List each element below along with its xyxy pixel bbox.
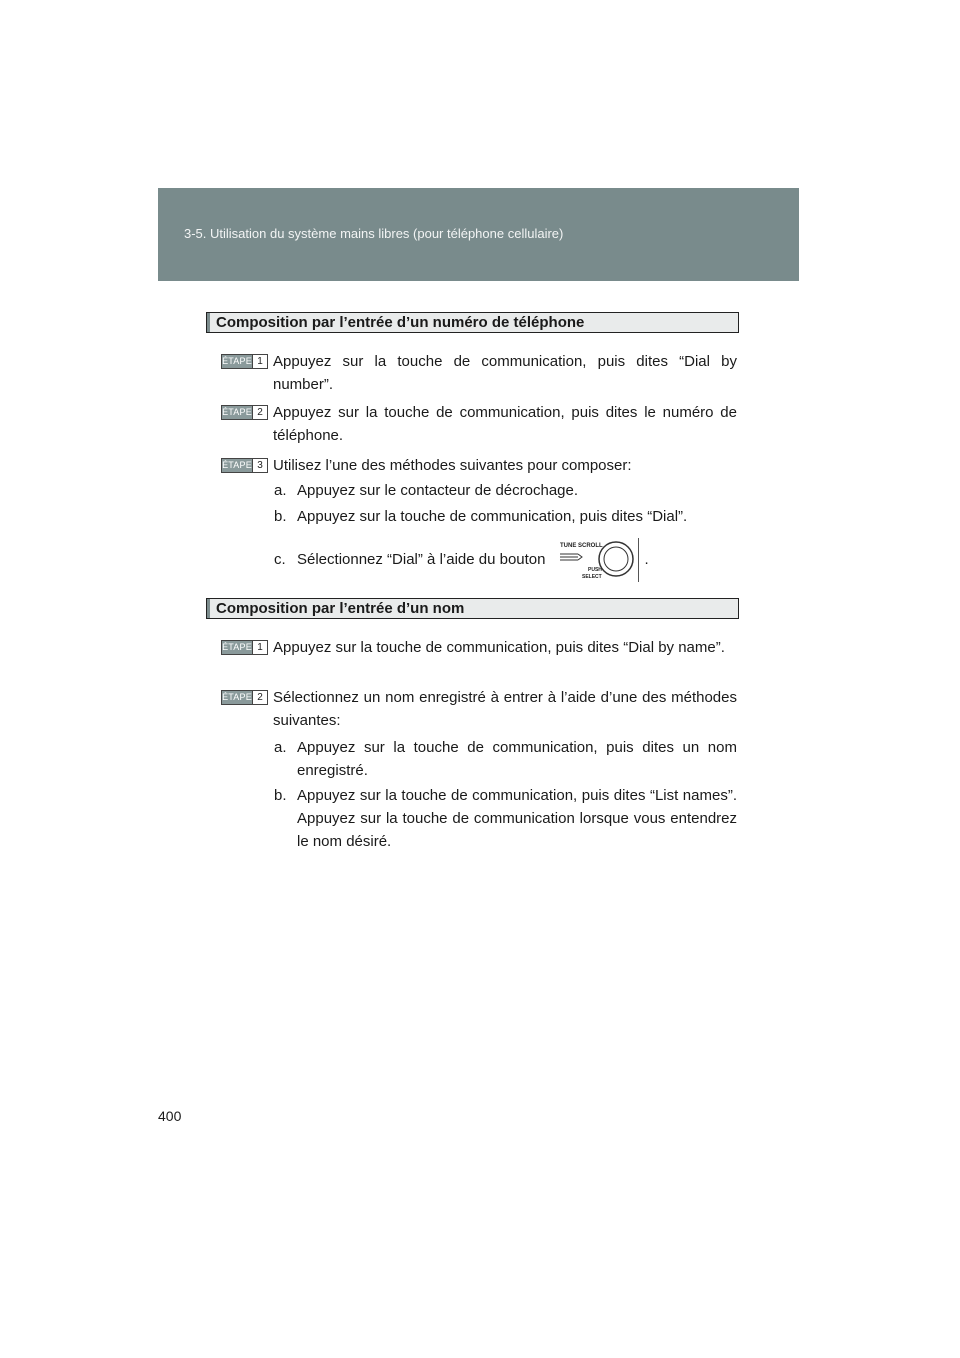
step-3-dial-by-number — [221, 454, 737, 477]
step-badge: ÉTAPE 2 — [221, 690, 268, 705]
step-text: Appuyez sur la touche de communication, puis dites “Dial by name”. — [273, 639, 725, 656]
section-title-dial-by-name: Composition par l’entrée d’un nom — [206, 598, 739, 619]
chapter-header-title: 3-5. Utilisation du système mains libres (pour téléphone cellulaire) — [184, 226, 564, 241]
step-1-dial-by-name — [221, 636, 737, 659]
option-b-dial-by-number: b. Appuyez sur la touche de communication, puis dites “Dial”. — [274, 508, 688, 525]
step-badge: ÉTAPE 3 — [221, 458, 268, 473]
page-number: 400 — [158, 1108, 182, 1124]
tune-scroll-knob-icon — [552, 538, 639, 582]
step-badge: ÉTAPE 2 — [221, 405, 268, 420]
step-text: Utilisez l’une des méthodes suivantes pour composer: — [273, 457, 632, 474]
knob-select-label: SELECT — [581, 574, 602, 580]
option-a-dial-by-name: a. Appuyez sur la touche de communication, puis dites un nom enregistré. — [274, 739, 737, 779]
step-badge: ÉTAPE 1 — [221, 640, 268, 655]
step-1-dial-by-number — [221, 350, 737, 396]
knob-top-label: TUNE SCROLL — [559, 543, 603, 549]
option-b-dial-by-name: b. Appuyez sur la touche de communication, puis dites “List names”. Appuyez sur la touche de communication lorsque vous entendrez le nom désiré. — [274, 787, 737, 850]
chapter-header-band — [158, 188, 799, 281]
step-text: Appuyez sur la touche de communication, puis dites “Dial by number”. — [273, 353, 737, 393]
option-c-dial-by-number: c. Sélectionnez “Dial” à l’aide du bouton TUNE SCROLL PUSH SELECT . — [274, 538, 737, 582]
step-text: Appuyez sur la touche de communication, puis dites le numéro de téléphone. — [273, 404, 737, 444]
option-a-dial-by-number: a. Appuyez sur le contacteur de décrochage. — [274, 482, 579, 499]
step-badge: ÉTAPE 1 — [221, 354, 268, 369]
knob-push-label: PUSH — [587, 567, 602, 573]
step-2-dial-by-number — [221, 401, 737, 447]
step-2-dial-by-name — [221, 686, 737, 732]
step-text: Sélectionnez un nom enregistré à entrer à l’aide d’une des méthodes suivantes: — [273, 689, 737, 729]
section-title-dial-by-number: Composition par l’entrée d’un numéro de téléphone — [206, 312, 739, 333]
